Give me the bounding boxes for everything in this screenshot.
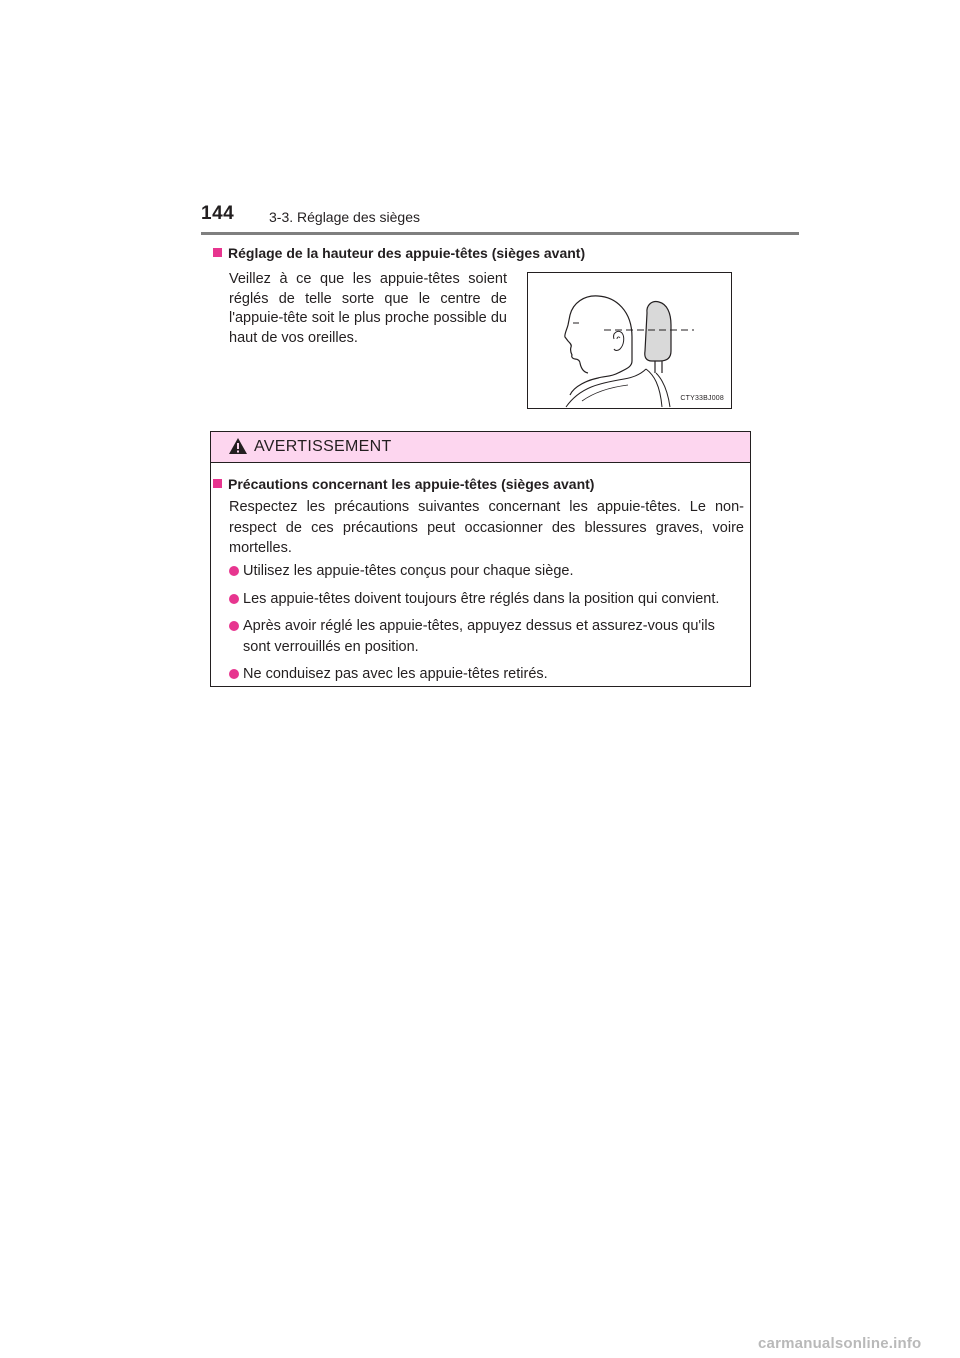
warning-triangle-icon bbox=[228, 437, 248, 455]
bullet-text: Ne conduisez pas avec les appuie-têtes retirés. bbox=[243, 666, 548, 682]
bullet-dot-icon bbox=[229, 669, 239, 679]
watermark: carmanualsonline.info bbox=[758, 1335, 922, 1352]
subsection-body: Veillez à ce que les appuie-têtes soient réglés de telle sorte que le centre de l'appuie-tête soit le plus proche possible du haut de vos oreilles. bbox=[229, 271, 507, 346]
section-title: 3-3. Réglage des sièges bbox=[269, 209, 420, 225]
bullet-text: Les appuie-têtes doivent toujours être réglés dans la position qui convient. bbox=[243, 590, 720, 607]
list-item bbox=[229, 664, 746, 685]
warning-intro: Respectez les précautions suivantes concernant les appuie-têtes. Le non-respect de ces précautions peut occasionner des blessures graves, voire mortelles. bbox=[229, 499, 744, 556]
warning-heading bbox=[213, 476, 594, 492]
page-number: 144 bbox=[201, 203, 235, 224]
list-item bbox=[229, 561, 746, 582]
head-and-headrest-drawing bbox=[528, 273, 733, 410]
warning-header bbox=[211, 432, 750, 463]
subsection-heading bbox=[213, 245, 585, 261]
bullet-text: Après avoir réglé les appuie-têtes, appuyez dessus et assurez-vous qu'ils sont verrouillés en position. bbox=[243, 618, 715, 655]
warning-heading-text: Précautions concernant les appuie-têtes (sièges avant) bbox=[228, 476, 595, 492]
subsection-heading-text: Réglage de la hauteur des appuie-têtes (sièges avant) bbox=[228, 245, 586, 261]
warning-bullet-list bbox=[229, 561, 746, 692]
warning-title: AVERTISSEMENT bbox=[254, 438, 392, 455]
bullet-text: Utilisez les appuie-têtes conçus pour chaque siège. bbox=[243, 563, 574, 579]
figure-code: CTY33BJ008 bbox=[680, 395, 724, 402]
bullet-dot-icon bbox=[229, 566, 239, 576]
square-bullet-icon bbox=[213, 479, 222, 488]
headrest-illustration bbox=[527, 272, 732, 409]
list-item bbox=[229, 589, 746, 610]
bullet-dot-icon bbox=[229, 594, 239, 604]
warning-box bbox=[210, 431, 751, 687]
square-bullet-icon bbox=[213, 248, 222, 257]
bullet-dot-icon bbox=[229, 621, 239, 631]
list-item bbox=[229, 616, 746, 657]
header-rule bbox=[201, 232, 799, 235]
